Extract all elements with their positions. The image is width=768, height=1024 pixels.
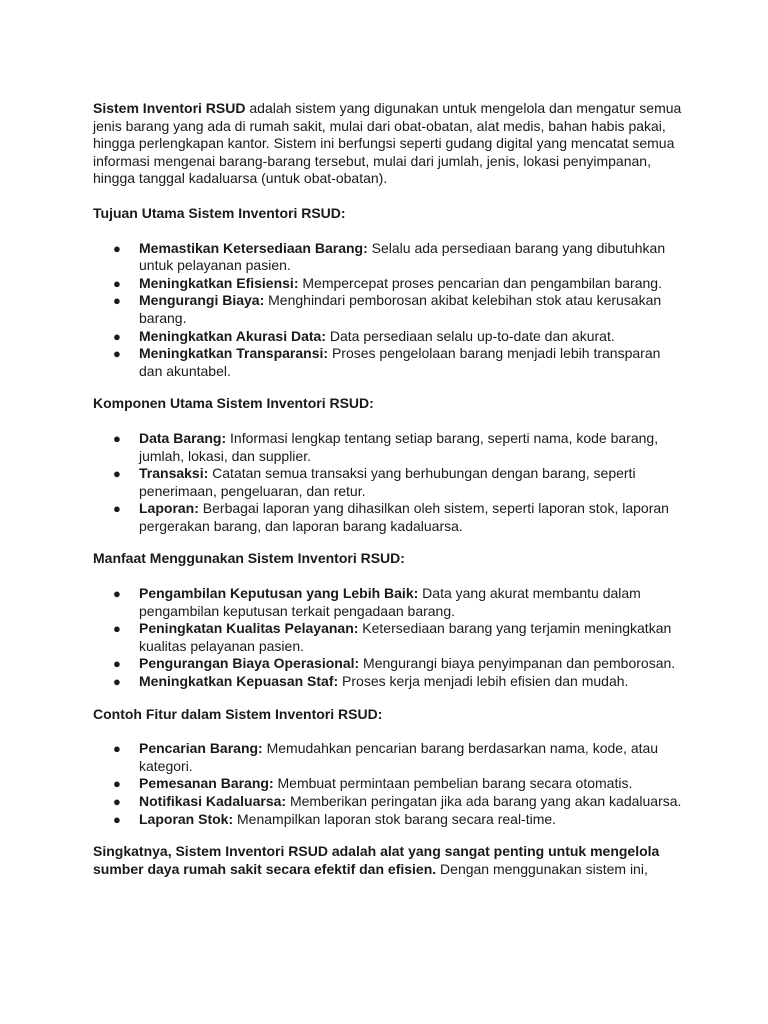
bullet-icon: ● (113, 741, 121, 757)
bullet-icon: ● (113, 240, 121, 256)
item-text: Catatan semua transaksi yang berhubungan dengan barang, seperti penerimaan, pengeluaran, dan retur. (139, 465, 636, 499)
item-bold: Laporan Stok: (139, 810, 234, 827)
item-text: Menampilkan laporan stok barang secara real-time. (233, 810, 557, 827)
section-heading-komponen: Komponen Utama Sistem Inventori RSUD: (93, 395, 374, 412)
list-item (93, 292, 683, 327)
item-text: Ketersediaan barang yang terjamin meningkatkan kualitas pelayanan pasien. (139, 620, 672, 654)
item-text: Selalu ada persediaan barang yang dibutuhkan untuk pelayanan pasien. (139, 239, 666, 274)
list-item (93, 240, 683, 275)
item-bold: Pengambilan Keputusan yang Lebih Baik: (139, 585, 419, 602)
item-text: Data yang akurat membantu dalam pengambilan keputusan terkait pengadaan barang. (139, 585, 641, 619)
list-item (93, 793, 683, 811)
item-bold: Notifikasi Kadaluarsa: (139, 793, 287, 809)
item-bold: Pemesanan Barang: (139, 775, 274, 792)
bullet-icon: ● (113, 794, 121, 809)
conclusion-bold: Singkatnya, Sistem Inventori RSUD adalah alat yang sangat penting untuk mengelola sumber daya rumah sakit secara efektif dan efisien. (93, 843, 660, 877)
item-text: Menghindari pemborosan akibat kelebihan stok atau kerusakan barang. (139, 292, 662, 326)
item-bold: Laporan: (139, 500, 199, 517)
list-contoh-fitur (93, 740, 683, 828)
list-item (93, 328, 683, 346)
item-text: Mengurangi biaya penyimpanan dan pemborosan. (359, 655, 676, 672)
bullet-icon: ● (113, 656, 121, 672)
item-bold: Memastikan Ketersediaan Barang: (139, 239, 368, 256)
bullet-icon: ● (113, 586, 121, 602)
list-item (93, 430, 683, 465)
item-text: Membuat permintaan pembelian barang secara otomatis. (273, 775, 633, 792)
conclusion-text: Dengan menggunakan sistem ini, (436, 860, 648, 877)
item-text: Data persediaan selalu up-to-date dan akurat. (325, 327, 615, 344)
document-page (93, 100, 683, 878)
intro-bold: Sistem Inventori RSUD (93, 100, 246, 116)
list-item (93, 465, 683, 500)
item-bold: Pengurangan Biaya Operasional: (139, 655, 360, 672)
item-text: Memudahkan pencarian barang berdasarkan nama, kode, atau kategori. (139, 740, 659, 774)
list-item (93, 275, 683, 293)
item-bold: Data Barang: (139, 429, 227, 446)
item-text: Mempercepat proses pencarian dan pengambilan barang. (298, 274, 662, 291)
item-text: Berbagai laporan yang dihasilkan oleh sistem, seperti laporan stok, laporan pergerakan barang, dan laporan barang kadaluarsa. (139, 500, 669, 534)
bullet-icon: ● (113, 466, 121, 482)
list-item (93, 655, 683, 673)
intro-paragraph (93, 100, 683, 188)
list-item (93, 345, 683, 380)
bullet-icon: ● (113, 275, 121, 291)
list-manfaat (93, 585, 683, 691)
item-text: Informasi lengkap tentang setiap barang, seperti nama, kode barang, jumlah, lokasi, dan supplier. (139, 429, 659, 464)
bullet-icon: ● (113, 776, 121, 792)
item-bold: Meningkatkan Kepuasan Staf: (139, 673, 339, 690)
list-item (93, 775, 683, 793)
item-bold: Peningkatan Kualitas Pelayanan: (139, 620, 359, 637)
list-komponen (93, 430, 683, 536)
conclusion-paragraph (93, 843, 683, 878)
item-bold: Meningkatkan Transparansi: (139, 345, 329, 362)
section-heading-tujuan: Tujuan Utama Sistem Inventori RSUD: (93, 204, 346, 221)
intro-text: adalah sistem yang digunakan untuk mengelola dan mengatur semua jenis barang yang ada di rumah sakit, mulai dari obat-obatan, alat medis, bahan habis pakai, hingga perlengkapan kantor. Sistem ini berfungsi seperti gudang digital yang mencatat semua informasi mengenai barang-barang tersebut, mulai dari jumlah, jenis, lokasi penyimpanan, hingga tanggal kadaluarsa (untuk obat-obatan). (93, 100, 682, 187)
bullet-icon: ● (113, 674, 121, 690)
bullet-icon: ● (113, 293, 121, 309)
item-text: Proses kerja menjadi lebih efisien dan mudah. (338, 673, 629, 690)
bullet-icon: ● (113, 430, 121, 446)
item-bold: Meningkatkan Efisiensi: (139, 274, 299, 291)
bullet-icon: ● (113, 346, 121, 362)
list-item (93, 811, 683, 829)
item-text: Memberikan peringatan jika ada barang yang akan kadaluarsa. (286, 793, 682, 809)
item-bold: Mengurangi Biaya: (139, 292, 265, 309)
section-heading-manfaat: Manfaat Menggunakan Sistem Inventori RSUD: (93, 550, 405, 567)
item-bold: Pencarian Barang: (139, 740, 263, 757)
list-item (93, 740, 683, 775)
bullet-icon: ● (113, 328, 121, 344)
item-bold: Transaksi: (139, 465, 209, 482)
bullet-icon: ● (113, 811, 121, 827)
item-bold: Meningkatkan Akurasi Data: (139, 327, 326, 344)
list-item (93, 620, 683, 655)
list-tujuan (93, 240, 683, 381)
list-item (93, 585, 683, 620)
bullet-icon: ● (113, 501, 121, 517)
item-text: Proses pengelolaan barang menjadi lebih transparan dan akuntabel. (139, 345, 661, 379)
bullet-icon: ● (113, 621, 121, 637)
section-heading-contoh-fitur: Contoh Fitur dalam Sistem Inventori RSUD: (93, 705, 383, 722)
list-item (93, 500, 683, 535)
list-item (93, 673, 683, 691)
